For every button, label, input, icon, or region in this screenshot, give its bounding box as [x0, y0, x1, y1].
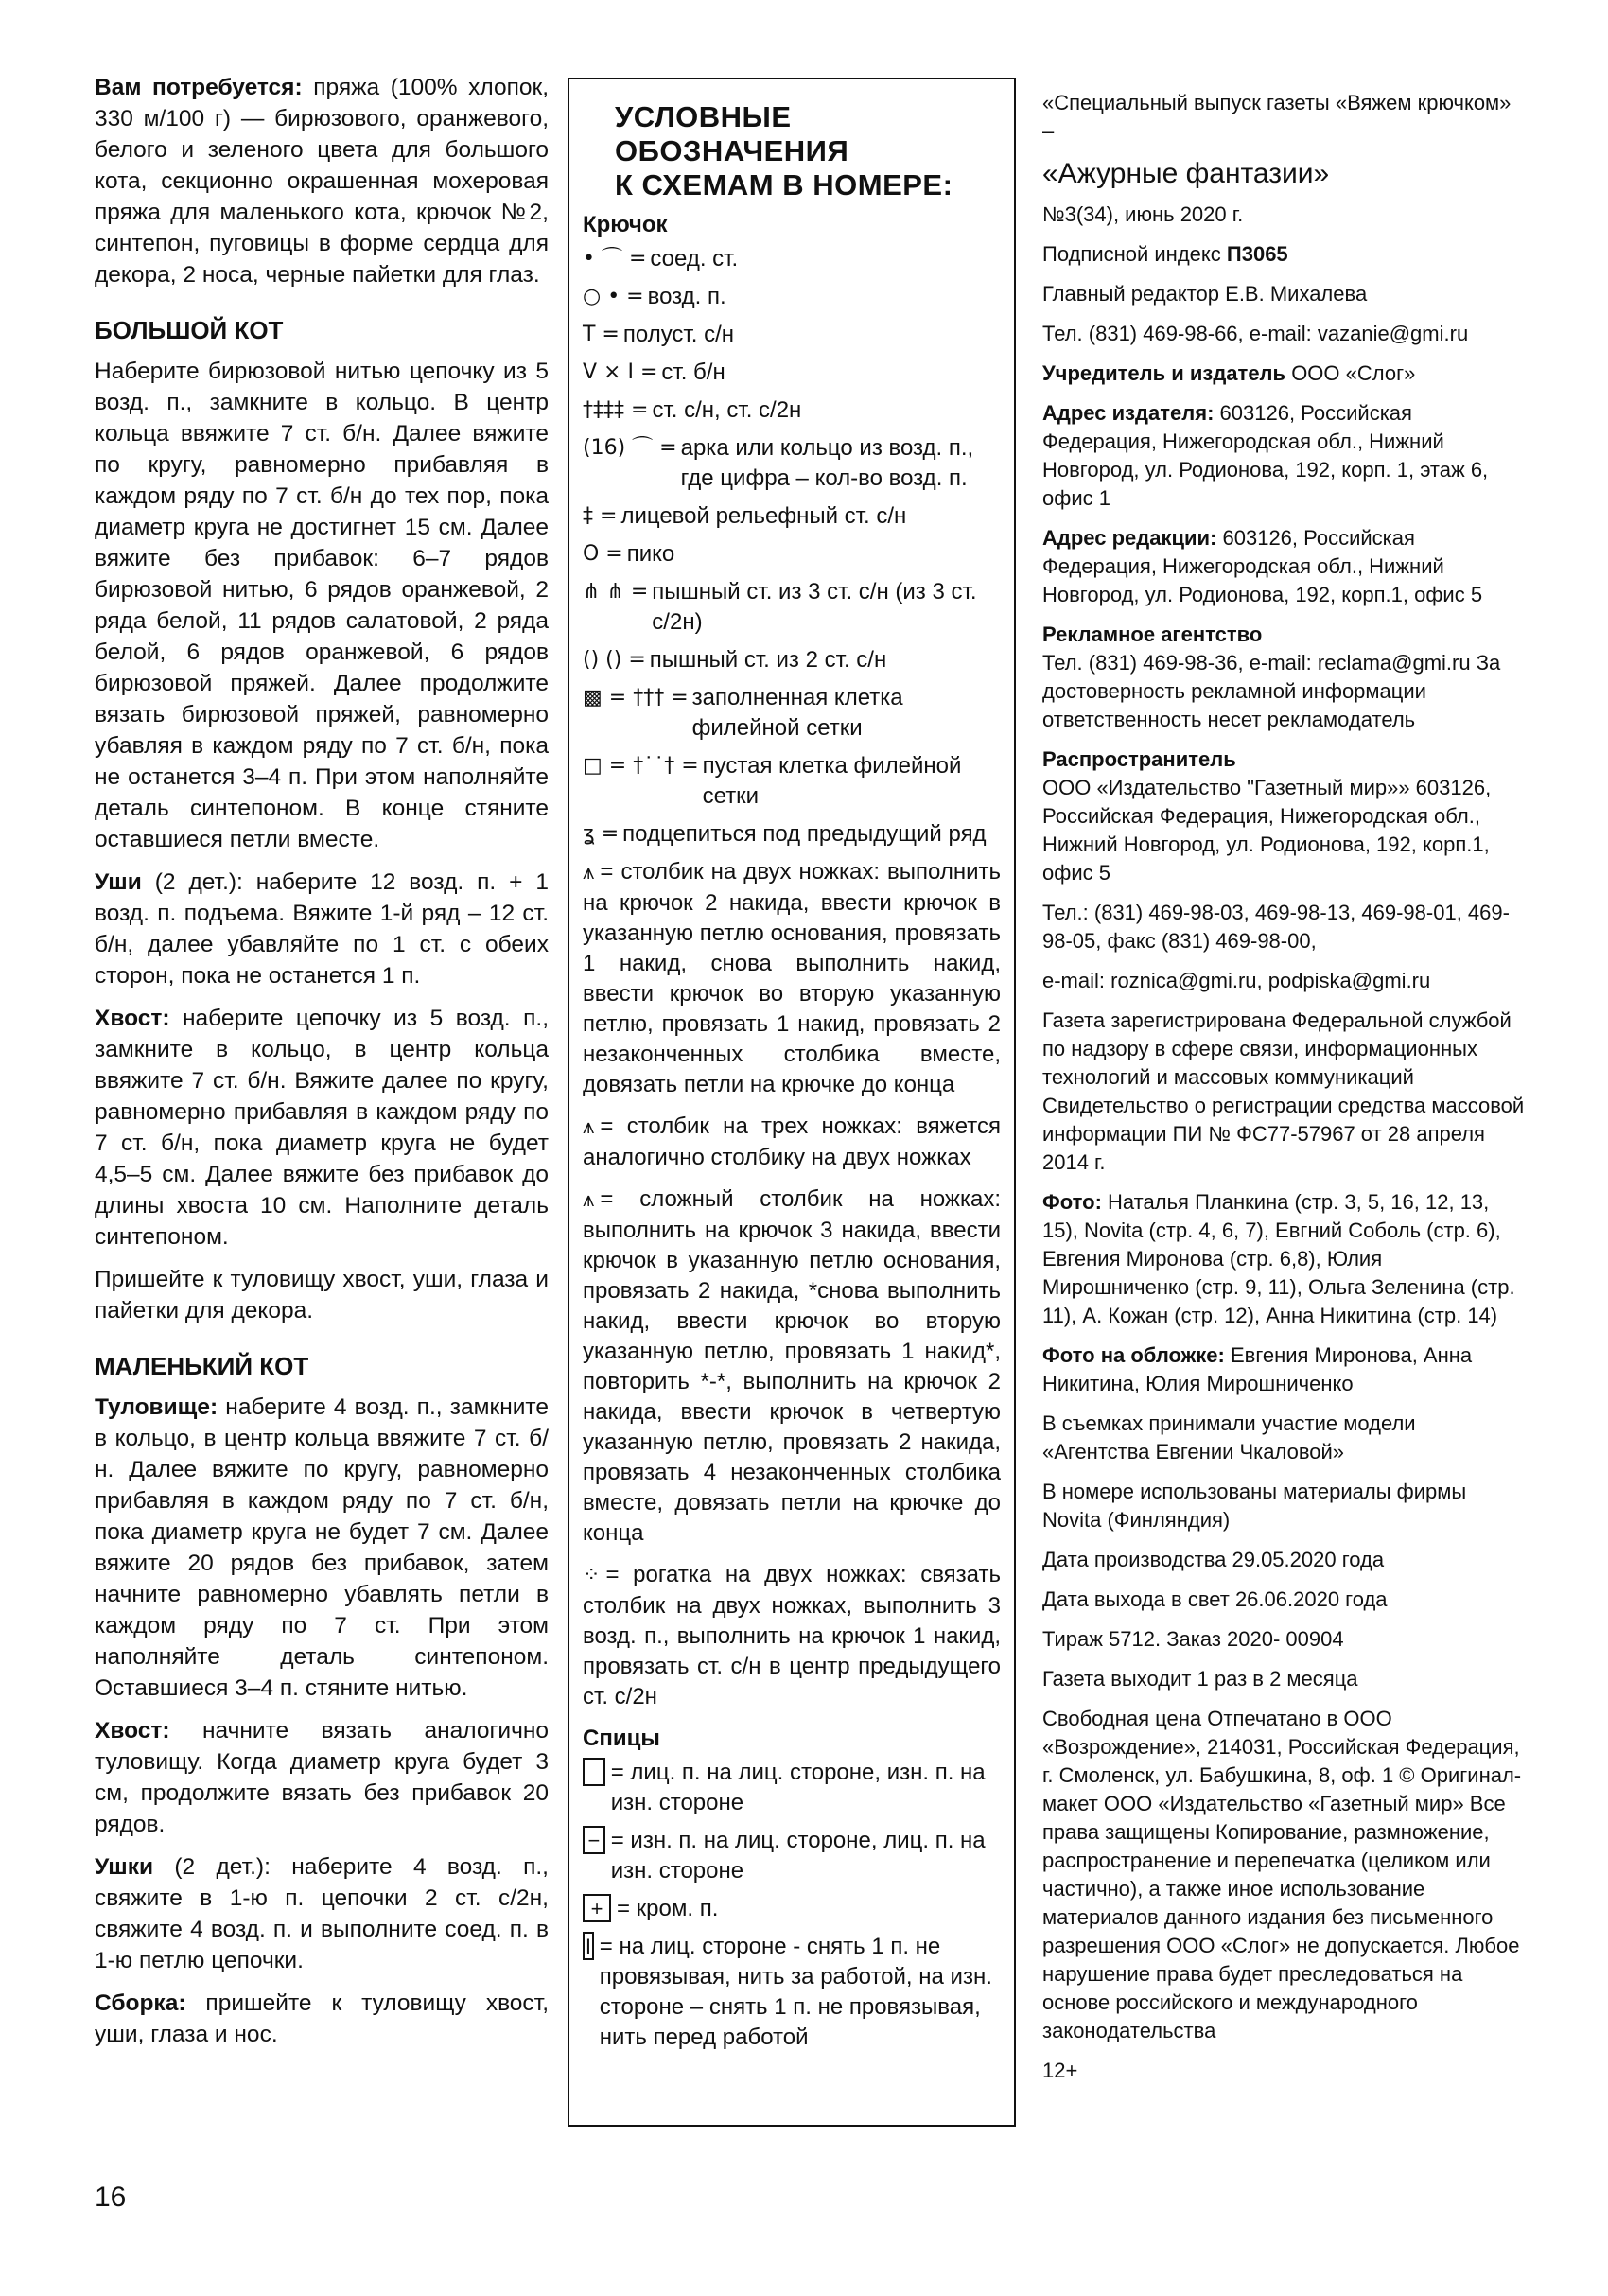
big-cat-assembly: Пришейте к туловищу хвост, уши, глаза и пайетки для декора.: [95, 1267, 549, 1323]
distributor: Распространитель ООО «Издательство "Газетный мир»» 603126, Российская Федерация, Нижегородская обл., Нижний Новгород, ул. Родионова, 192, корп.1, офис 5: [1042, 747, 1492, 885]
symbol-row: ▩ = ††† = заполненная клетка филейной сетки: [583, 685, 903, 741]
symbol-glyph: †‡‡‡ =: [583, 398, 649, 422]
knit-box-icon: +: [583, 1894, 611, 1922]
knit-box-icon: [583, 1758, 605, 1786]
knit-box-icon: −: [583, 1826, 605, 1854]
knitting-heading: Спицы: [583, 1726, 660, 1751]
small-body-paragraph: Туловище: наберите 4 возд. п., замкните в кольцо, в центр кольца ввяжите 7 ст. б/н. Далее вяжите по кругу, равномерно прибавляя в каждом ряду по 7 ст. б/н, пока диаметр круга не будет 7 см. Далее вяжите 20 рядов без прибавок, затем начните равномерно убавлять петли в каждом ряду по 7 ст. При этом наполняйте деталь синтепоном. Оставшиеся 3–4 п. стяните нитью.: [95, 1394, 549, 1701]
symbol-glyph: V × I =: [583, 360, 658, 384]
symbol-row: • ⌒ = соед. ст.: [583, 244, 1001, 274]
complex-stitch: ⩚ = сложный столбик на ножках: выполнить на крючок 3 накида, ввести крючок в указанную петлю основания, провязать 2 накида, *снова выполнить накид, ввести крючок во вторую указанную петлю, провязать 1 накид*, повторить *-*, выполнить на крючок 2 накида, ввести крючок в четвертую указанную петлю, провязать 2 накида, провязать 4 незаконченных столбика вместе, довязать петли на крючке до конца: [583, 1186, 1001, 1546]
symbol-row: ‡ = лицевой рельефный ст. с/н: [583, 501, 1001, 532]
imprint-column: [1042, 89, 1525, 2096]
special-issue: «Специальный выпуск газеты «Вяжем крючком» –: [1042, 91, 1512, 143]
slingshot-icon: ⁘: [583, 1564, 601, 1587]
symbol-glyph: (16) ⌒ =: [583, 436, 677, 460]
symbol-row: †‡‡‡ = ст. с/н, ст. с/2н: [583, 395, 1001, 426]
symbol-glyph: ⋔ ⋔ =: [583, 580, 649, 604]
symbol-row: ⋔ ⋔ = пышный ст. из 3 ст. с/н (из 3 ст. с/2н): [583, 579, 977, 635]
symbol-glyph: ○ • =: [583, 285, 644, 308]
editorial-contacts: Тел. (831) 469-98-66, e-mail: vazanie@gmi.ru: [1042, 322, 1469, 345]
frequency: Газета выходит 1 раз в 2 месяца: [1042, 1667, 1358, 1691]
knit-symbol-row: + = кром. п.: [583, 1894, 1001, 1924]
publisher-address: Адрес издателя: 603126, Российская Федерация, Нижегородская обл., Нижний Новгород, ул. Родионова, 192, корп. 1, этаж 6, офис 1: [1042, 401, 1489, 510]
big-cat-heading: БОЛЬШОЙ КОТ: [95, 316, 284, 344]
symbol-glyph: • ⌒ =: [583, 247, 647, 271]
age-rating: 12+: [1042, 2059, 1078, 2082]
two-legs-icon: ⩚: [583, 861, 595, 885]
legend-title: УСЛОВНЫЕ ОБОЗНАЧЕНИЯ К СХЕМАМ В НОМЕРЕ:: [615, 100, 953, 202]
publication-title: «Ажурные фантазии»: [1042, 158, 1330, 189]
symbol-row: (16) ⌒ = арка или кольцо из возд. п., где цифра – кол-во возд. п.: [583, 435, 974, 491]
symbol-glyph: ‡ =: [583, 504, 618, 528]
symbol-row: ʓ = подцепиться под предыдущий ряд: [583, 819, 1001, 850]
subscription-index: Подписной индекс П3065: [1042, 242, 1288, 266]
founder: Учредитель и издатель ООО «Слог»: [1042, 361, 1416, 385]
knit-symbol-row: I = на лиц. стороне - снять 1 п. не провязывая, нить за работой, на изн. стороне – снять 1 п. не провязывая, нить перед работой: [583, 1932, 1001, 2053]
small-ears-paragraph: Ушки (2 дет.): наберите 4 возд. п., свяжите в 1-ю п. цепочки 2 ст. с/2н, свяжите 4 возд. п. и выполните соед. п. в 1-ю петлю цепочки.: [95, 1854, 549, 1973]
symbol-row: () () = пышный ст. из 2 ст. с/н: [583, 645, 1001, 675]
printing-info: Свободная цена Отпечатано в ООО «Возрождение», 214031, Российская Федерация, г. Смоленск, ул. Бабушкина, 8, оф. 1 © Оригинал-макет ООО «Издательство «Газетный мир» Все права защищены Копирование, размножение, распространение и перепечатка (целиком или частично), а также иное использование материалов данного издания без письменного разрешения ООО «Слог» не допускается. Любое нарушение права будет преследоваться на основе российского и международного законодательства: [1042, 1707, 1522, 2042]
issue-info: №3(34), июнь 2020 г.: [1042, 202, 1244, 226]
cover-photo-credits: Фото на обложке: Евгения Миронова, Анна Никитина, Юлия Мирошниченко: [1042, 1343, 1473, 1395]
big-cat-body: Наберите бирюзовой нитью цепочку из 5 возд. п., замкните в кольцо. В центр кольца ввяжите 7 ст. б/н. Далее вяжите по кругу, равномерно прибавляя в каждом ряду по 7 ст. б/н до тех пор, пока диаметр круга не достигнет 15 см. Далее вяжите без прибавок: 6–7 рядов бирюзовой нитью, 6 рядов оранжевой, 2 ряда белой, 11 рядов салатовой, 2 ряда белой, 6 рядов оранжевой, 6 рядов бирюзовой пряжей. Далее продолжите вязать бирюзовой пряжей, равномерно убавляя в каждом ряду по 7 ст. б/н, пока не останется 3–4 п. При этом наполняйте деталь синтепоном. В конце стяните оставшиеся петли вместе.: [95, 359, 549, 852]
symbol-glyph: O =: [583, 542, 623, 566]
small-assembly-paragraph: Сборка: пришейте к туловищу хвост, уши, глаза и нос.: [95, 1990, 549, 2047]
symbol-glyph: T =: [583, 323, 620, 346]
two-legs-stitch: ⩚ = столбик на двух ножках: выполнить на крючок 2 накида, ввести крючок в указанную петлю основания, провязать 1 накид, снова выполнить накид, ввести крючок во вторую указанную петлю, провязать 1 накид, провязать 2 незаконченных столбика вместе, довязать петли на крючке до конца: [583, 859, 1001, 1097]
symbol-glyph: ▩ = ††† =: [583, 686, 689, 710]
symbol-row: □ = †˙˙† = пустая клетка филейной сетки: [583, 753, 962, 809]
photo-credits: Фото: Наталья Планкина (стр. 3, 5, 16, 12, 13, 15), Novita (стр. 4, 6, 7), Евгний Соболь (стр. 6), Евгения Миронова (стр. 6,8), Юлия Мирошниченко (стр. 9, 11), Ольга Зеленина (стр. 11), А. Кожан (стр. 12), Анна Никитина (стр. 14): [1042, 1190, 1515, 1327]
symbol-row: T = полуст. с/н: [583, 320, 1001, 350]
materials-credit: В номере использованы материалы фирмы Novita (Финляндия): [1042, 1480, 1467, 1532]
symbol-glyph: () () =: [583, 648, 646, 672]
production-date: Дата производства 29.05.2020 года: [1042, 1548, 1385, 1571]
three-legs-icon: ⩚: [583, 1115, 595, 1139]
instructions-column: [95, 72, 549, 2061]
ad-agency: Рекламное агентство Тел. (831) 469-98-36, e-mail: reclama@gmi.ru За достоверность рекламной информации ответственность несет рекламодатель: [1042, 622, 1501, 731]
knit-box-icon: I: [583, 1932, 594, 1960]
release-date: Дата выхода в свет 26.06.2020 года: [1042, 1587, 1388, 1611]
editorial-address: Адрес редакции: 603126, Российская Федерация, Нижегородская обл., Нижний Новгород, ул. Родионова, 192, корп.1, офис 5: [1042, 526, 1483, 606]
distributor-email: e-mail: roznica@gmi.ru, podpiska@gmi.ru: [1042, 969, 1431, 992]
distributor-phones: Тел.: (831) 469-98-03, 469-98-13, 469-98-01, 469-98-05, факс (831) 469-98-00,: [1042, 901, 1510, 953]
slingshot-stitch: ⁘ = рогатка на двух ножках: связать столбик на двух ножках, выполнить 3 возд. п., выполнить на крючок 1 накид, провязать ст. с/н в центр предыдущего ст. с/2н: [583, 1562, 1001, 1709]
symbol-glyph: ʓ =: [583, 822, 620, 846]
symbol-row: O = пико: [583, 539, 1001, 570]
tail-paragraph: Хвост: наберите цепочку из 5 возд. п., замкните в кольцо, в центр кольца ввяжите 7 ст. б/н. Вяжите далее по кругу, равномерно прибавляя в каждом ряду по 7 ст. б/н, пока диаметр круга не будет 4,5–5 см. Далее вяжите без прибавок до длины хвоста 10 см. Наполните деталь синтепоном.: [95, 1006, 549, 1250]
symbol-row: V × I = ст. б/н: [583, 358, 1001, 388]
page-number: 16: [95, 2182, 127, 2213]
small-cat-heading: МАЛЕНЬКИЙ КОТ: [95, 1352, 309, 1380]
knit-symbol-row: = лиц. п. на лиц. стороне, изн. п. на изн. стороне: [583, 1758, 1001, 1818]
symbol-row: ○ • = возд. п.: [583, 282, 1001, 312]
materials-paragraph: Вам потребуется: пряжа (100% хлопок, 330 м/100 г) — бирюзового, оранжевого, белого и зеленого цвета для большого кота, секционно окрашенная мохеровая пряжа для маленького кота, крючок №2, синтепон, пуговицы в форме сердца для декора, 2 носа, черные пайетки для глаз.: [95, 75, 550, 288]
circulation: Тираж 5712. Заказ 2020- 00904: [1042, 1627, 1344, 1651]
chief-editor: Главный редактор Е.В. Михалева: [1042, 282, 1368, 306]
knit-symbol-row: − = изн. п. на лиц. стороне, лиц. п. на изн. стороне: [583, 1826, 1001, 1886]
registration: Газета зарегистрирована Федеральной службой по надзору в сфере связи, информационных технологий и массовых коммуникаций Свидетельство о регистрации средства массовой информации ПИ № ФС77-57967 от 28 апреля 2014 г.: [1042, 1008, 1525, 1174]
small-tail-paragraph: Хвост: начните вязать аналогично туловищу. Когда диаметр круга будет 3 см, продолжите вязать без прибавок 20 рядов.: [95, 1718, 549, 1837]
models-credit: В съемках принимали участие модели «Агентства Евгении Чкаловой»: [1042, 1411, 1416, 1463]
symbol-glyph: □ = †˙˙† =: [583, 754, 699, 778]
crochet-heading: Крючок: [583, 212, 668, 237]
complex-stitch-icon: ⩚: [583, 1188, 595, 1212]
symbols-legend-box: [568, 78, 1016, 2127]
three-legs-stitch: ⩚ = столбик на трех ножках: вяжется аналогично столбику на двух ножках: [583, 1113, 1001, 1170]
ears-paragraph: Уши (2 дет.): наберите 12 возд. п. + 1 возд. п. подъема. Вяжите 1-й ряд – 12 ст. б/н, далее убавляйте по 1 ст. с обеих сторон, пока не останется 1 п.: [95, 869, 549, 989]
